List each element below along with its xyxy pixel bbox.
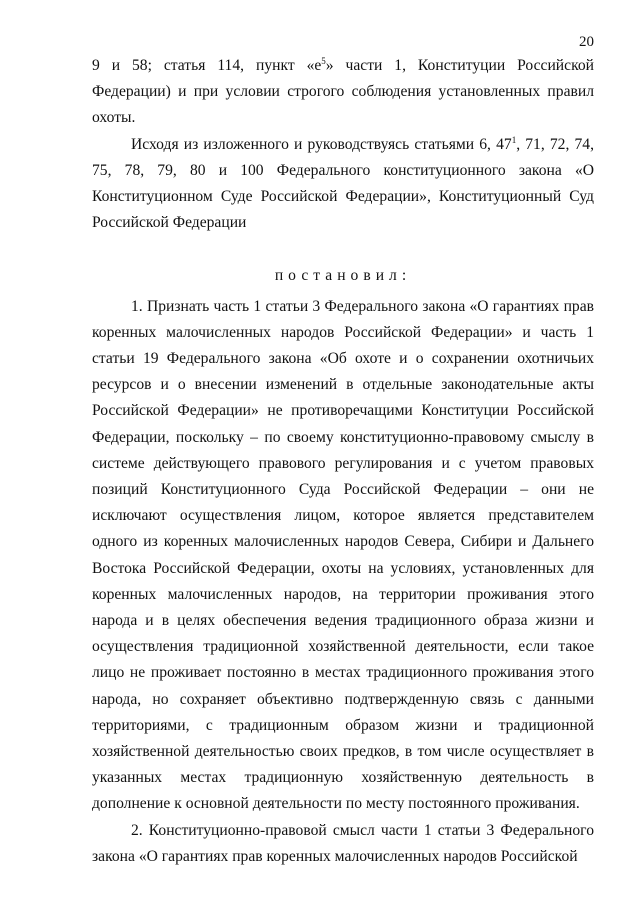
paragraph-preamble [92,132,594,237]
spacer [92,236,594,263]
paragraph-text: , 71, 72, 74, 75, 78, 79, 80 и 100 Федерального конституционного закона «О Конституционном Суде Российской Федерации», Конституционный Суд Российской Федерации [92,135,594,232]
paragraph-text: 9 и 58; статья 114, пункт «е [92,57,322,74]
superscript: 5 [321,55,326,66]
document-body [92,53,594,870]
clause-2: 2. Конституционно-правовой смысл части 1 статьи 3 Федерального закона «О гарантиях прав коренных малочисленных народов Российской [92,821,594,865]
paragraph-text: » части 1, Конституции Российской Федерации) и при условии строгого соблюдения установленных правил охоты. [92,57,594,127]
paragraph-continuation [92,53,594,132]
resolution-heading: постановил: [274,267,412,285]
paragraph-text: Исходя из изложенного и руководствуясь статьями 6, 47 [131,135,512,153]
page-number: 20 [579,34,594,50]
superscript: 1 [511,134,517,145]
clause-1: 1. Признать часть 1 статьи 3 Федерального закона «О гарантиях прав коренных малочисленных народов Российской Федерации» и часть 1 статьи 19 Федерального закона «Об охоте и о сохранении охотничьих ресурсов и о внесении изменений в отдельные законодательные акты Российской Федерации» не противоречащими Конституции Российской Федерации, поскольку – по своему конституционно-правовому смыслу в системе действующего правового регулирования и с учетом правовых позиций Конституционного Суда Российской Федерации – они не исключают осуществления лицом, которое является представителем одного из коренных малочисленных народов Севера, Сибири и Дальнего Востока Российской Федерации, охоты на условиях, установленных для коренных малочисленных народов, на территории проживания этого народа и в целях обеспечения ведения традиционного образа жизни и осуществления традиционной хозяйственной деятельности, если такое лицо не проживает постоянно в местах традиционного проживания этого народа, но сохраняет объективно подтвержденную связь с данными территориями, с традиционным образом жизни и традиционной хозяйственной деятельностью своих предков, в том числе осуществляет в указанных местах традиционную хозяйственную деятельность в дополнение к основной деятельности по месту постоянного проживания. [92,297,594,813]
